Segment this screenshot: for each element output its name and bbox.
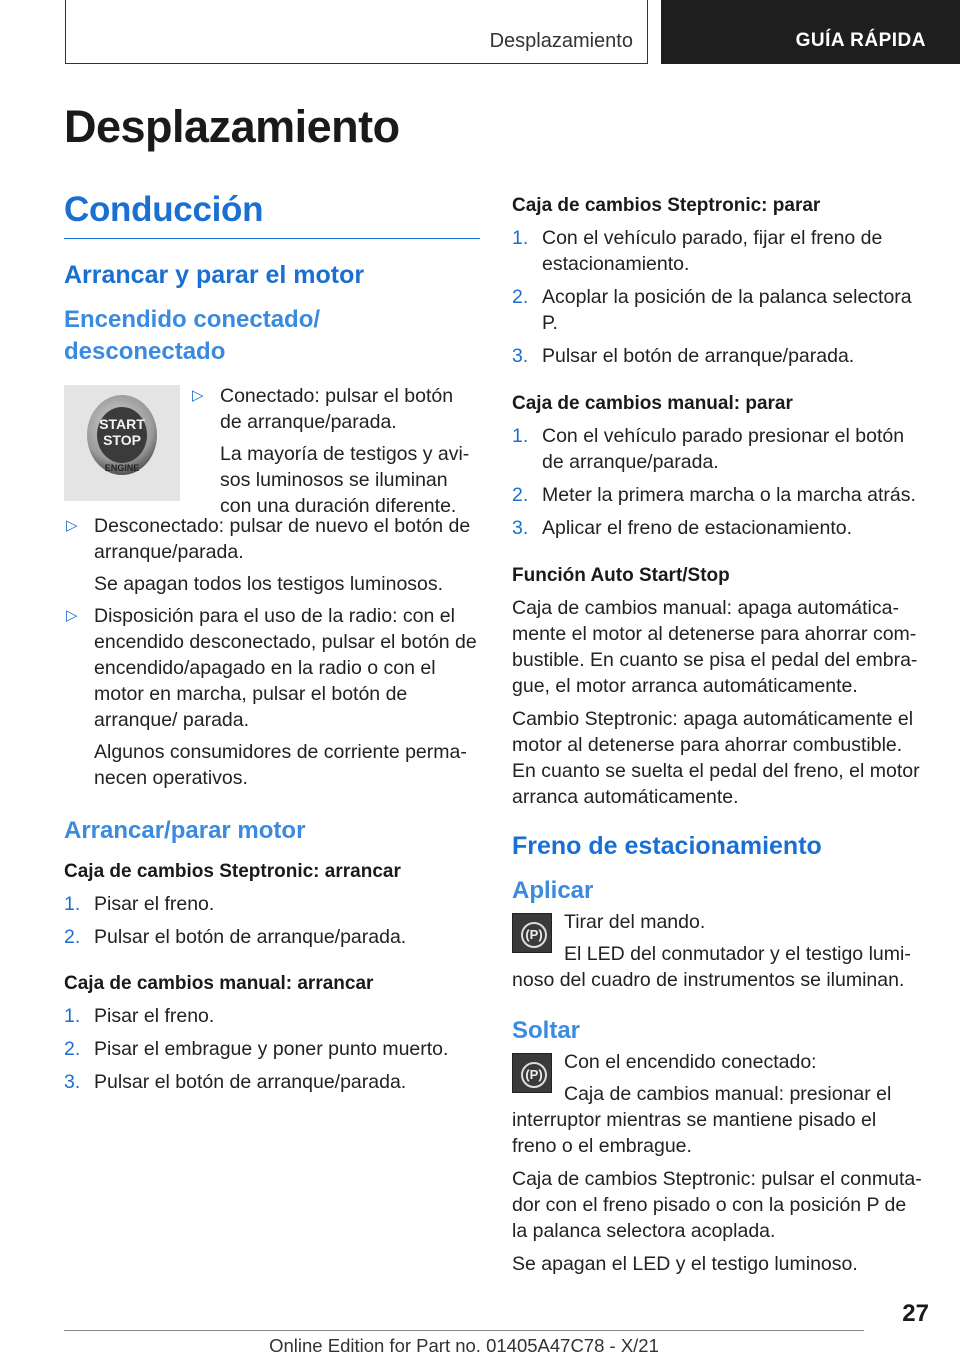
note-text: La mayoría de testigos y avisos luminosos se iluminan con una duración diferente. (220, 443, 470, 517)
section-heading: Conducción (64, 190, 264, 229)
section-rule (64, 238, 480, 239)
list-number: 1. (512, 425, 529, 447)
footer-rule (64, 1330, 864, 1331)
list-item: 2. Pulsar el botón de arranque/parada. (64, 926, 407, 948)
apply-block (512, 909, 922, 993)
list-item: 2. Meter la primera marcha o la marcha atrás. (512, 484, 916, 506)
list-number: 2. (64, 1038, 81, 1060)
page-number: 27 (902, 1300, 929, 1327)
start-label: START (99, 416, 145, 432)
paragraph: Con el encendido conectado: (564, 1051, 817, 1073)
paragraph: El LED del conmutador y el testigo luminoso del cuadro de instrumentos se iluminan. (512, 943, 911, 991)
list-item: ▷ Desconectado: pulsar de nuevo el botón de arranque/parada. (66, 515, 471, 563)
list-item: 1. Pisar el freno. (64, 1005, 215, 1027)
page-title: Desplazamiento (64, 101, 400, 152)
footer-edition: Online Edition for Part no. 01405A47C78 - X/21 (269, 1335, 659, 1356)
subheading: Función Auto Start/Stop (512, 565, 730, 586)
subheading: Caja de cambios Steptronic: parar (512, 195, 821, 216)
list-item: 1. Con el vehículo parado, fijar el freno de estacionamiento. (512, 227, 883, 275)
list-number: 1. (64, 893, 81, 915)
list-item: ▷ Disposición para el uso de la radio: con el encendido desconectado, pulsar el botón de encendido/apagado en la radio o con el motor en marcha, pulsar el botón de arranque/ parada. (66, 605, 477, 731)
list-number: 1. (512, 227, 529, 249)
parking-brake-button-icon: (P) (512, 1053, 552, 1093)
parking-brake-button-icon: (P) (512, 913, 552, 953)
list-item: 2. Pisar el embrague y poner punto muerto. (64, 1038, 449, 1060)
list-item: 3. Aplicar el freno de estacionamiento. (512, 517, 853, 539)
subheading: Caja de cambios Steptronic: arrancar (64, 861, 401, 882)
paragraph: Se apagan el LED y el testigo luminoso. (512, 1253, 858, 1275)
list-number: 2. (64, 926, 81, 948)
list-number: 1. (64, 1005, 81, 1027)
list-number: 3. (512, 345, 529, 367)
list-item: 3. Pulsar el botón de arranque/parada. (64, 1071, 407, 1093)
start-stop-button-image (64, 385, 180, 501)
heading-ignition: Encendido conectado/ desconectado (64, 306, 321, 365)
list-number: 2. (512, 286, 529, 308)
paragraph: Cambio Steptronic: apaga automáticamente el motor al detenerse para ahorrar combustible. En cuanto se suelta el pedal del freno, el motor arranca automáticamente. (512, 708, 920, 808)
note-text: Se apagan todos los testigos luminosos. (94, 573, 444, 595)
header-guide-tab (661, 0, 960, 64)
heading-start-stop-engine: Arrancar y parar el motor (64, 261, 365, 289)
triangle-bullet-icon: ▷ (66, 517, 78, 534)
heading-start-stop-motor: Arrancar/parar motor (64, 817, 306, 844)
paragraph: Caja de cambios manual: presionar el interruptor mientras se mantiene pisado el freno o el embrague. (512, 1083, 892, 1157)
triangle-bullet-icon: ▷ (192, 387, 204, 404)
engine-label: ENGINE (104, 463, 140, 473)
triangle-bullet-icon: ▷ (66, 607, 78, 624)
header-guide-label: GUÍA RÁPIDA (795, 30, 926, 51)
subheading: Caja de cambios manual: arrancar (64, 973, 374, 994)
list-item: 1. Pisar el freno. (64, 893, 215, 915)
list-number: 3. (64, 1071, 81, 1093)
heading-apply: Aplicar (512, 877, 594, 904)
note-text: Algunos consumidores de corriente permanecen operativos. (94, 741, 467, 789)
right-column (512, 193, 922, 1277)
list-number: 3. (512, 517, 529, 539)
paragraph: Caja de cambios manual: apaga automáticamente el motor al detenerse para ahorrar combustible. En cuanto se pisa el pedal del embrague, el motor arranca automáticamente. (512, 597, 918, 697)
list-item: 1. Con el vehículo parado presionar el botón de arranque/parada. (512, 425, 905, 473)
list-item: 3. Pulsar el botón de arranque/parada. (512, 345, 855, 367)
list-item: 2. Acoplar la posición de la palanca selectora P. (512, 286, 912, 334)
paragraph: Caja de cambios Steptronic: pulsar el conmutador con el freno pisado o con la posición P de la palanca selectora acoplada. (512, 1168, 922, 1242)
header-section-tab (65, 0, 648, 64)
header-section-label: Desplazamiento (489, 30, 633, 52)
ignition-block (64, 385, 480, 517)
subheading: Caja de cambios manual: parar (512, 393, 793, 414)
heading-release: Soltar (512, 1017, 581, 1044)
list-number: 2. (512, 484, 529, 506)
left-column (64, 190, 480, 1095)
paragraph: Tirar del mando. (564, 911, 706, 933)
stop-label: STOP (103, 432, 141, 448)
release-block (512, 1049, 922, 1159)
heading-parking-brake: Freno de estacionamiento (512, 832, 822, 860)
list-item: ▷ Conectado: pulsar el botón de arranque/parada. (192, 385, 454, 433)
